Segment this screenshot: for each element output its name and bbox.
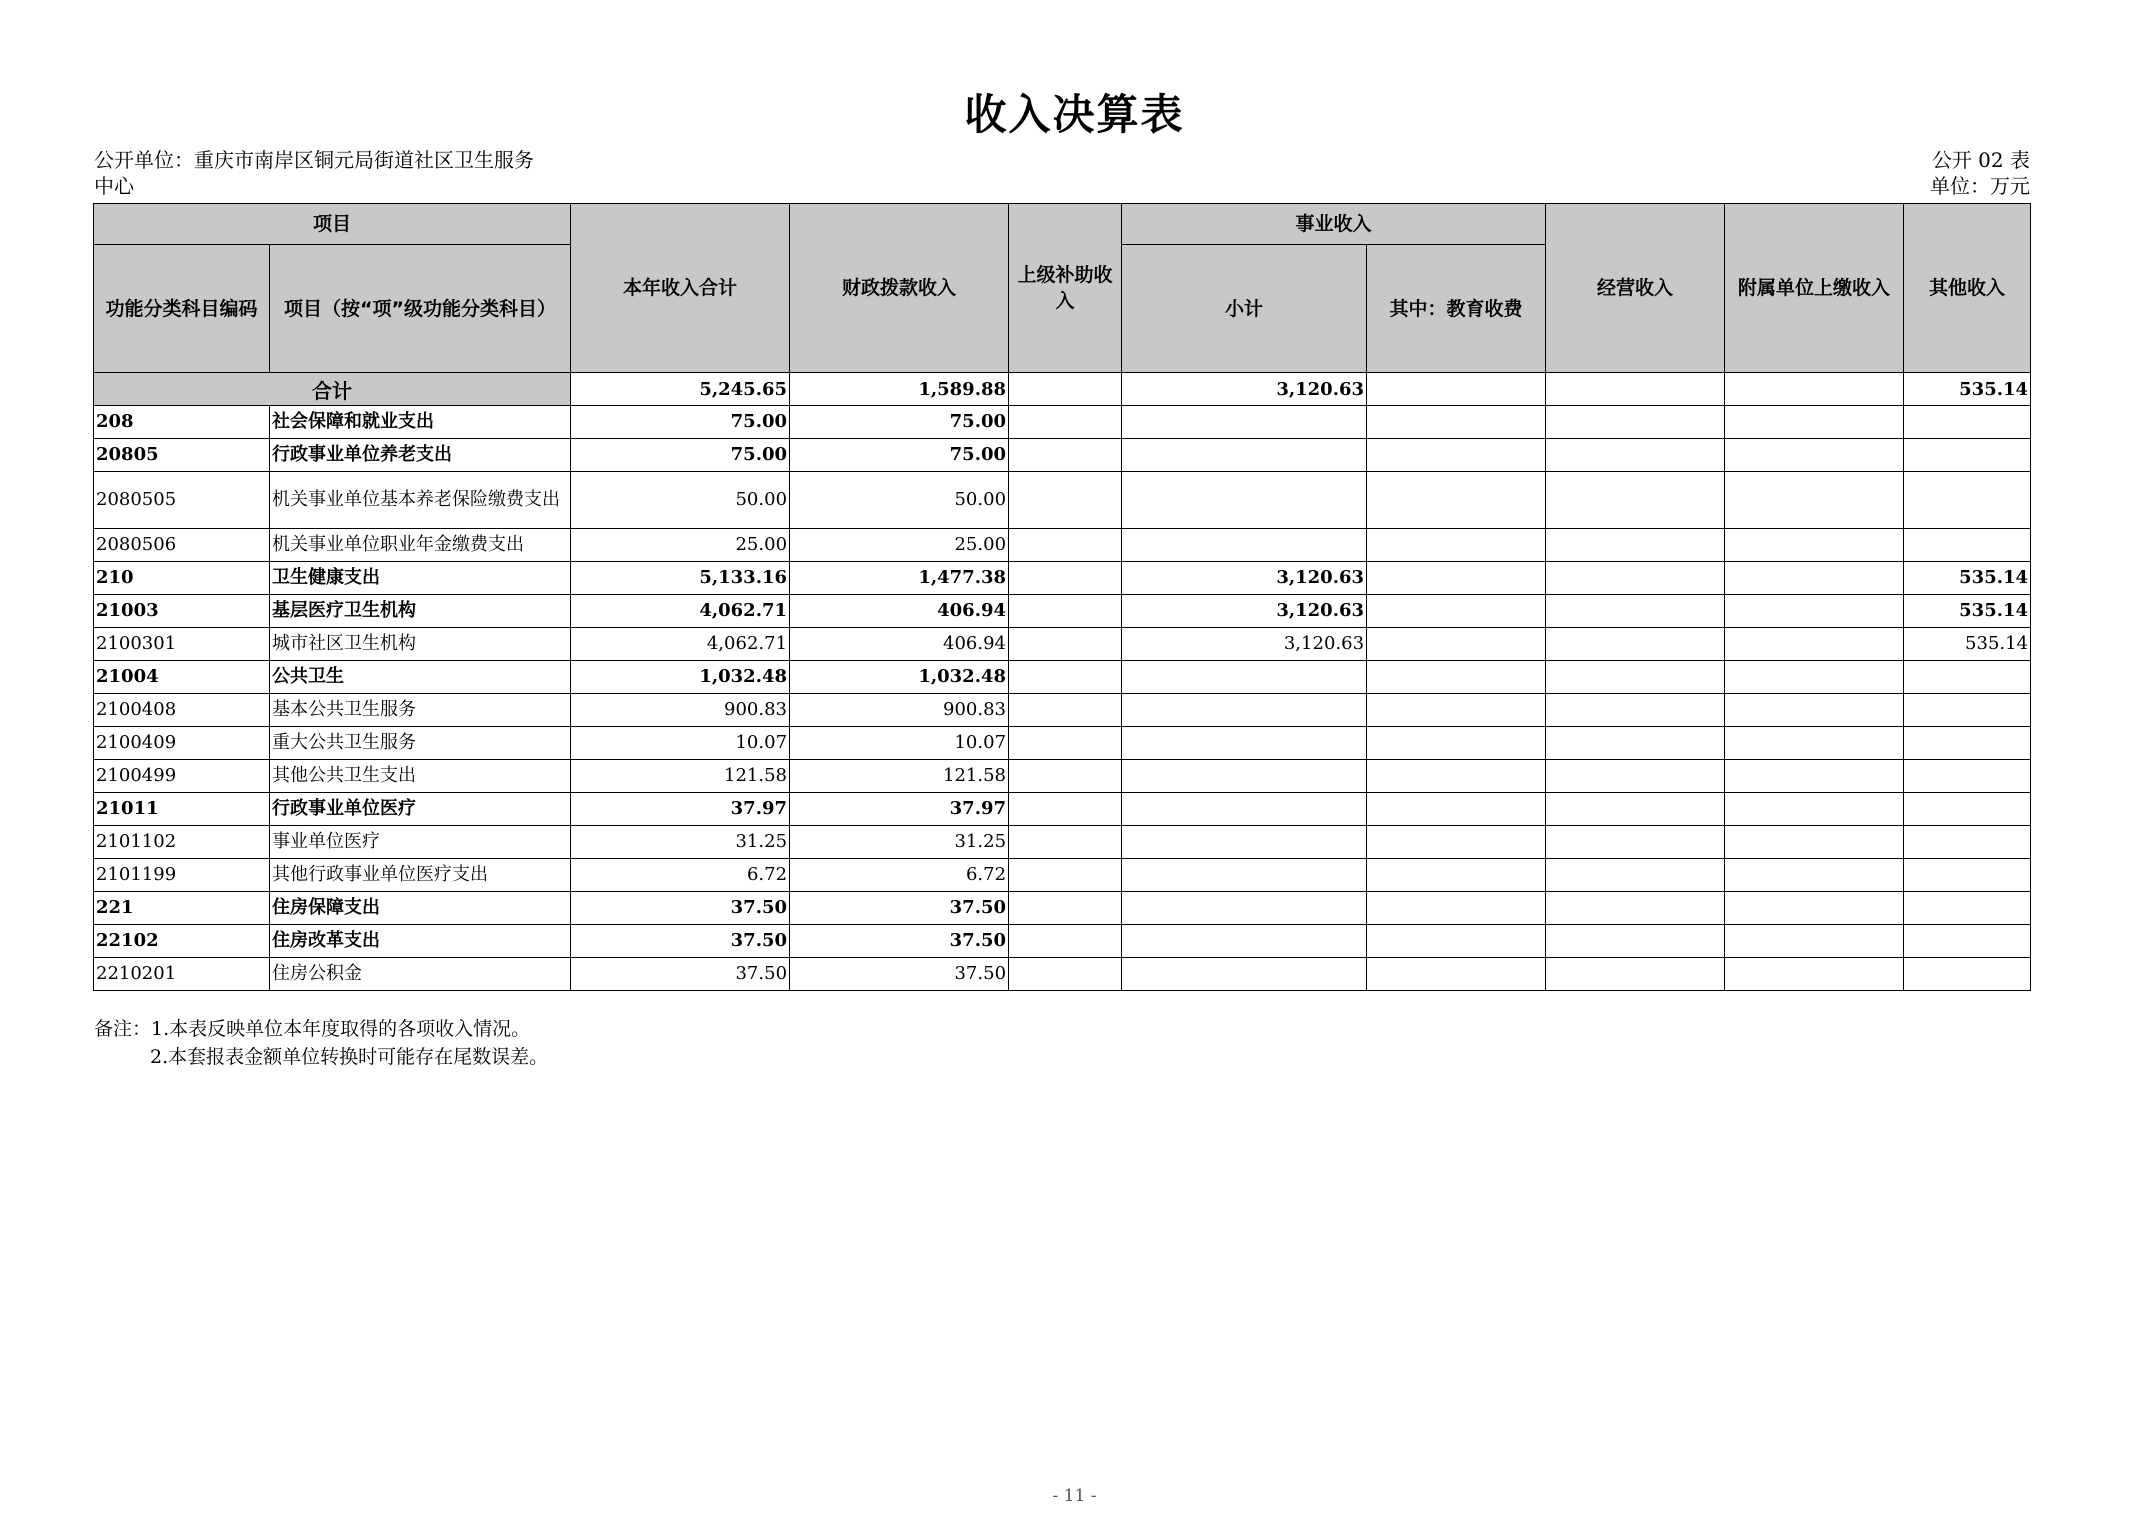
- table-row: [94, 826, 2031, 859]
- cell-other: [1904, 958, 2031, 991]
- table-row: [94, 472, 2031, 529]
- cell-other: [1904, 826, 2031, 859]
- cell-affiliate: [1725, 406, 1904, 439]
- cell-other: [1904, 859, 2031, 892]
- cell-name: 其他公共卫生支出: [270, 760, 571, 793]
- cell-subtotal: [1122, 406, 1367, 439]
- total-cell-other: 535.14: [1904, 373, 2031, 406]
- cell-other: [1904, 439, 2031, 472]
- cell-name: 行政事业单位医疗: [270, 793, 571, 826]
- cell-education: [1367, 958, 1546, 991]
- cell-name: 住房改革支出: [270, 925, 571, 958]
- cell-fiscal: 31.25: [790, 826, 1009, 859]
- cell-education: [1367, 406, 1546, 439]
- reporting-unit-line2: 中心: [94, 174, 134, 198]
- header-fiscal-income: 财政拨款收入: [790, 204, 1009, 373]
- cell-other: [1904, 727, 2031, 760]
- reporting-unit-line1: 公开单位：重庆市南岸区铜元局街道社区卫生服务: [94, 148, 534, 172]
- cell-affiliate: [1725, 694, 1904, 727]
- cell-code: 21004: [94, 661, 270, 694]
- cell-other: [1904, 760, 2031, 793]
- cell-subtotal: [1122, 925, 1367, 958]
- cell-name: 重大公共卫生服务: [270, 727, 571, 760]
- header-other-income: 其他收入: [1904, 204, 2031, 373]
- cell-code: 20805: [94, 439, 270, 472]
- cell-education: [1367, 661, 1546, 694]
- cell-operating: [1546, 958, 1725, 991]
- cell-superior: [1009, 529, 1122, 562]
- cell-affiliate: [1725, 892, 1904, 925]
- cell-education: [1367, 439, 1546, 472]
- cell-affiliate: [1725, 529, 1904, 562]
- cell-code: 2210201: [94, 958, 270, 991]
- cell-code: 2100301: [94, 628, 270, 661]
- cell-subtotal: [1122, 529, 1367, 562]
- cell-education: [1367, 727, 1546, 760]
- cell-total: 5,133.16: [571, 562, 790, 595]
- cell-education: [1367, 628, 1546, 661]
- cell-total: 10.07: [571, 727, 790, 760]
- cell-name: 住房保障支出: [270, 892, 571, 925]
- cell-other: [1904, 406, 2031, 439]
- table-row: [94, 793, 2031, 826]
- income-table: [93, 203, 2031, 991]
- cell-superior: [1009, 595, 1122, 628]
- cell-fiscal: 37.97: [790, 793, 1009, 826]
- cell-superior: [1009, 694, 1122, 727]
- total-row: [94, 373, 2031, 406]
- cell-operating: [1546, 661, 1725, 694]
- cell-superior: [1009, 472, 1122, 529]
- cell-superior: [1009, 925, 1122, 958]
- cell-education: [1367, 925, 1546, 958]
- cell-other: [1904, 694, 2031, 727]
- cell-code: 2100499: [94, 760, 270, 793]
- table-row: [94, 562, 2031, 595]
- note-line-2: 2.本套报表金额单位转换时可能存在尾数误差。: [150, 1046, 549, 1068]
- table-row: [94, 727, 2031, 760]
- cell-subtotal: 3,120.63: [1122, 628, 1367, 661]
- table-row: [94, 760, 2031, 793]
- cell-affiliate: [1725, 793, 1904, 826]
- currency-unit: 单位：万元: [1930, 174, 2030, 198]
- cell-operating: [1546, 793, 1725, 826]
- cell-code: 21011: [94, 793, 270, 826]
- table-meta: [1930, 147, 2030, 199]
- cell-subtotal: [1122, 439, 1367, 472]
- table-row: [94, 406, 2031, 439]
- cell-superior: [1009, 727, 1122, 760]
- cell-fiscal: 25.00: [790, 529, 1009, 562]
- table-row: [94, 925, 2031, 958]
- cell-total: 25.00: [571, 529, 790, 562]
- cell-fiscal: 121.58: [790, 760, 1009, 793]
- cell-name: 事业单位医疗: [270, 826, 571, 859]
- cell-education: [1367, 529, 1546, 562]
- cell-operating: [1546, 859, 1725, 892]
- cell-name: 住房公积金: [270, 958, 571, 991]
- cell-name: 行政事业单位养老支出: [270, 439, 571, 472]
- cell-fiscal: 6.72: [790, 859, 1009, 892]
- cell-fiscal: 75.00: [790, 439, 1009, 472]
- cell-code: 2101199: [94, 859, 270, 892]
- cell-affiliate: [1725, 472, 1904, 529]
- header-subtotal: 小计: [1122, 245, 1367, 373]
- cell-name: 公共卫生: [270, 661, 571, 694]
- cell-code: 2100408: [94, 694, 270, 727]
- cell-code: 22102: [94, 925, 270, 958]
- total-cell-education: [1367, 373, 1546, 406]
- cell-affiliate: [1725, 628, 1904, 661]
- cell-name: 卫生健康支出: [270, 562, 571, 595]
- cell-other: 535.14: [1904, 562, 2031, 595]
- table-number: 公开 02 表: [1931, 148, 2030, 172]
- cell-affiliate: [1725, 859, 1904, 892]
- cell-fiscal: 1,032.48: [790, 661, 1009, 694]
- cell-code: 2080506: [94, 529, 270, 562]
- cell-superior: [1009, 439, 1122, 472]
- cell-operating: [1546, 925, 1725, 958]
- cell-name: 社会保障和就业支出: [270, 406, 571, 439]
- header-name: 项目（按“项”级功能分类科目）: [270, 245, 571, 373]
- cell-education: [1367, 694, 1546, 727]
- cell-subtotal: [1122, 472, 1367, 529]
- cell-superior: [1009, 826, 1122, 859]
- table-row: [94, 628, 2031, 661]
- table-row: [94, 958, 2031, 991]
- table-row: [94, 529, 2031, 562]
- cell-education: [1367, 859, 1546, 892]
- header-total-income: 本年收入合计: [571, 204, 790, 373]
- table-row: [94, 439, 2031, 472]
- cell-name: 其他行政事业单位医疗支出: [270, 859, 571, 892]
- cell-subtotal: [1122, 661, 1367, 694]
- notes: [94, 1015, 548, 1071]
- header-code: 功能分类科目编码: [94, 245, 270, 373]
- cell-code: 2100409: [94, 727, 270, 760]
- cell-fiscal: 37.50: [790, 892, 1009, 925]
- cell-total: 4,062.71: [571, 595, 790, 628]
- cell-operating: [1546, 694, 1725, 727]
- cell-other: [1904, 925, 2031, 958]
- cell-total: 37.50: [571, 925, 790, 958]
- cell-subtotal: [1122, 793, 1367, 826]
- cell-subtotal: [1122, 760, 1367, 793]
- cell-name: 机关事业单位职业年金缴费支出: [270, 529, 571, 562]
- cell-total: 31.25: [571, 826, 790, 859]
- cell-other: 535.14: [1904, 628, 2031, 661]
- table-row: [94, 859, 2031, 892]
- cell-superior: [1009, 628, 1122, 661]
- cell-education: [1367, 562, 1546, 595]
- cell-total: 1,032.48: [571, 661, 790, 694]
- cell-subtotal: [1122, 892, 1367, 925]
- cell-fiscal: 50.00: [790, 472, 1009, 529]
- cell-superior: [1009, 793, 1122, 826]
- cell-subtotal: [1122, 826, 1367, 859]
- cell-affiliate: [1725, 562, 1904, 595]
- cell-superior: [1009, 892, 1122, 925]
- cell-education: [1367, 595, 1546, 628]
- cell-affiliate: [1725, 439, 1904, 472]
- cell-fiscal: 406.94: [790, 595, 1009, 628]
- cell-total: 37.97: [571, 793, 790, 826]
- cell-education: [1367, 760, 1546, 793]
- cell-other: [1904, 793, 2031, 826]
- total-cell-superior: [1009, 373, 1122, 406]
- cell-total: 121.58: [571, 760, 790, 793]
- cell-affiliate: [1725, 727, 1904, 760]
- cell-total: 900.83: [571, 694, 790, 727]
- cell-fiscal: 900.83: [790, 694, 1009, 727]
- total-cell-operating: [1546, 373, 1725, 406]
- page-number: - 11 -: [1052, 1486, 1097, 1506]
- cell-superior: [1009, 406, 1122, 439]
- cell-subtotal: 3,120.63: [1122, 562, 1367, 595]
- total-cell-fiscal: 1,589.88: [790, 373, 1009, 406]
- cell-operating: [1546, 826, 1725, 859]
- reporting-unit: [94, 147, 534, 199]
- header-affiliate-income: 附属单位上缴收入: [1725, 204, 1904, 373]
- cell-subtotal: [1122, 727, 1367, 760]
- header-project-group: 项目: [94, 204, 571, 245]
- cell-affiliate: [1725, 595, 1904, 628]
- cell-name: 机关事业单位基本养老保险缴费支出: [270, 472, 571, 529]
- cell-code: 221: [94, 892, 270, 925]
- cell-fiscal: 37.50: [790, 958, 1009, 991]
- cell-operating: [1546, 727, 1725, 760]
- cell-other: [1904, 529, 2031, 562]
- cell-affiliate: [1725, 958, 1904, 991]
- cell-total: 50.00: [571, 472, 790, 529]
- cell-operating: [1546, 760, 1725, 793]
- cell-education: [1367, 472, 1546, 529]
- table-row: [94, 595, 2031, 628]
- total-cell-affiliate: [1725, 373, 1904, 406]
- cell-superior: [1009, 760, 1122, 793]
- cell-subtotal: [1122, 859, 1367, 892]
- cell-fiscal: 1,477.38: [790, 562, 1009, 595]
- cell-code: 2080505: [94, 472, 270, 529]
- cell-total: 6.72: [571, 859, 790, 892]
- header-business-group: 事业收入: [1122, 204, 1546, 245]
- cell-superior: [1009, 562, 1122, 595]
- cell-operating: [1546, 628, 1725, 661]
- cell-operating: [1546, 439, 1725, 472]
- cell-subtotal: 3,120.63: [1122, 595, 1367, 628]
- cell-name: 基本公共卫生服务: [270, 694, 571, 727]
- cell-superior: [1009, 859, 1122, 892]
- cell-operating: [1546, 529, 1725, 562]
- cell-affiliate: [1725, 760, 1904, 793]
- cell-affiliate: [1725, 826, 1904, 859]
- note-line-1: 备注：1.本表反映单位本年度取得的各项收入情况。: [94, 1018, 531, 1040]
- total-cell-total: 5,245.65: [571, 373, 790, 406]
- cell-subtotal: [1122, 694, 1367, 727]
- cell-total: 37.50: [571, 958, 790, 991]
- cell-code: 208: [94, 406, 270, 439]
- table-row: [94, 694, 2031, 727]
- cell-name: 基层医疗卫生机构: [270, 595, 571, 628]
- cell-other: 535.14: [1904, 595, 2031, 628]
- cell-name: 城市社区卫生机构: [270, 628, 571, 661]
- header-superior-subsidy: 上级补助收入: [1009, 204, 1122, 373]
- cell-operating: [1546, 562, 1725, 595]
- table-row: [94, 892, 2031, 925]
- table-row: [94, 661, 2031, 694]
- cell-operating: [1546, 472, 1725, 529]
- cell-code: 21003: [94, 595, 270, 628]
- cell-total: 4,062.71: [571, 628, 790, 661]
- header-row-1: [94, 204, 2031, 245]
- cell-fiscal: 406.94: [790, 628, 1009, 661]
- cell-education: [1367, 892, 1546, 925]
- cell-code: 2101102: [94, 826, 270, 859]
- cell-other: [1904, 892, 2031, 925]
- cell-operating: [1546, 595, 1725, 628]
- header-education-fee: 其中：教育收费: [1367, 245, 1546, 373]
- cell-superior: [1009, 661, 1122, 694]
- cell-fiscal: 75.00: [790, 406, 1009, 439]
- total-cell-subtotal: 3,120.63: [1122, 373, 1367, 406]
- cell-operating: [1546, 892, 1725, 925]
- cell-affiliate: [1725, 925, 1904, 958]
- cell-code: 210: [94, 562, 270, 595]
- cell-total: 37.50: [571, 892, 790, 925]
- cell-fiscal: 10.07: [790, 727, 1009, 760]
- page-title: 收入决算表: [964, 90, 1185, 139]
- cell-total: 75.00: [571, 406, 790, 439]
- total-label: 合计: [94, 373, 571, 406]
- cell-education: [1367, 793, 1546, 826]
- cell-other: [1904, 661, 2031, 694]
- cell-fiscal: 37.50: [790, 925, 1009, 958]
- cell-operating: [1546, 406, 1725, 439]
- cell-other: [1904, 472, 2031, 529]
- cell-total: 75.00: [571, 439, 790, 472]
- cell-subtotal: [1122, 958, 1367, 991]
- cell-education: [1367, 826, 1546, 859]
- cell-affiliate: [1725, 661, 1904, 694]
- header-operating-income: 经营收入: [1546, 204, 1725, 373]
- cell-superior: [1009, 958, 1122, 991]
